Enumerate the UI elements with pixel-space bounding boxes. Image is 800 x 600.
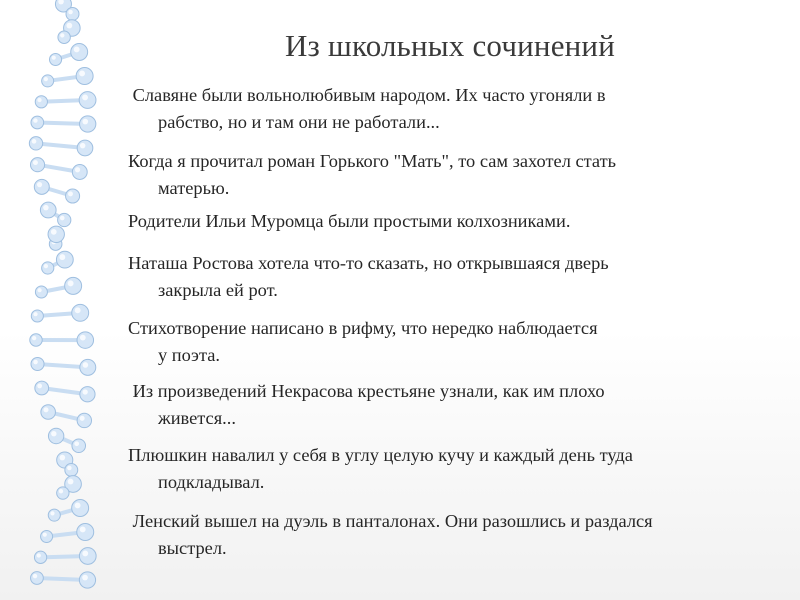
quote-line-2: выстрел. <box>158 538 227 558</box>
essay-quote-2 <box>128 148 778 202</box>
essay-quote-5 <box>128 315 778 369</box>
quote-line-2: живется... <box>158 408 236 428</box>
essay-quote-6 <box>128 378 778 432</box>
quote-line-1: Наташа Ростова хотела что-то сказать, но открывшаяся дверь <box>128 253 609 273</box>
quote-line-2: рабство, но и там они не работали... <box>158 112 440 132</box>
quote-line-2: подкладывал. <box>158 472 265 492</box>
essay-quote-4 <box>128 250 778 304</box>
quote-line-1: Из произведений Некрасова крестьяне узнали, как им плохо <box>128 381 605 401</box>
essay-quote-3 <box>128 208 778 235</box>
quote-line-2: у поэта. <box>158 345 220 365</box>
dna-helix-graphic <box>0 0 130 600</box>
essay-quote-1 <box>128 82 778 136</box>
quote-line-2: закрыла ей рот. <box>158 280 278 300</box>
quote-line-1: Ленский вышел на дуэль в панталонах. Они разошлись и раздался <box>128 511 653 531</box>
essay-quote-7 <box>128 442 778 496</box>
quote-line-1: Стихотворение написано в рифму, что нередко наблюдается <box>128 318 598 338</box>
quote-line-1: Когда я прочитал роман Горького "Мать", то сам захотел стать <box>128 151 617 171</box>
quote-line-2: матерью. <box>158 178 230 198</box>
quote-line-1: Плюшкин навалил у себя в углу целую кучу и каждый день туда <box>128 445 633 465</box>
slide-title: Из школьных сочинений <box>284 28 616 63</box>
essay-quote-8 <box>128 508 778 562</box>
quote-line-1: Славяне были вольнолюбивым народом. Их часто угоняли в <box>128 85 606 105</box>
quote-line-1: Родители Ильи Муромца были простыми колхозниками. <box>128 211 571 231</box>
